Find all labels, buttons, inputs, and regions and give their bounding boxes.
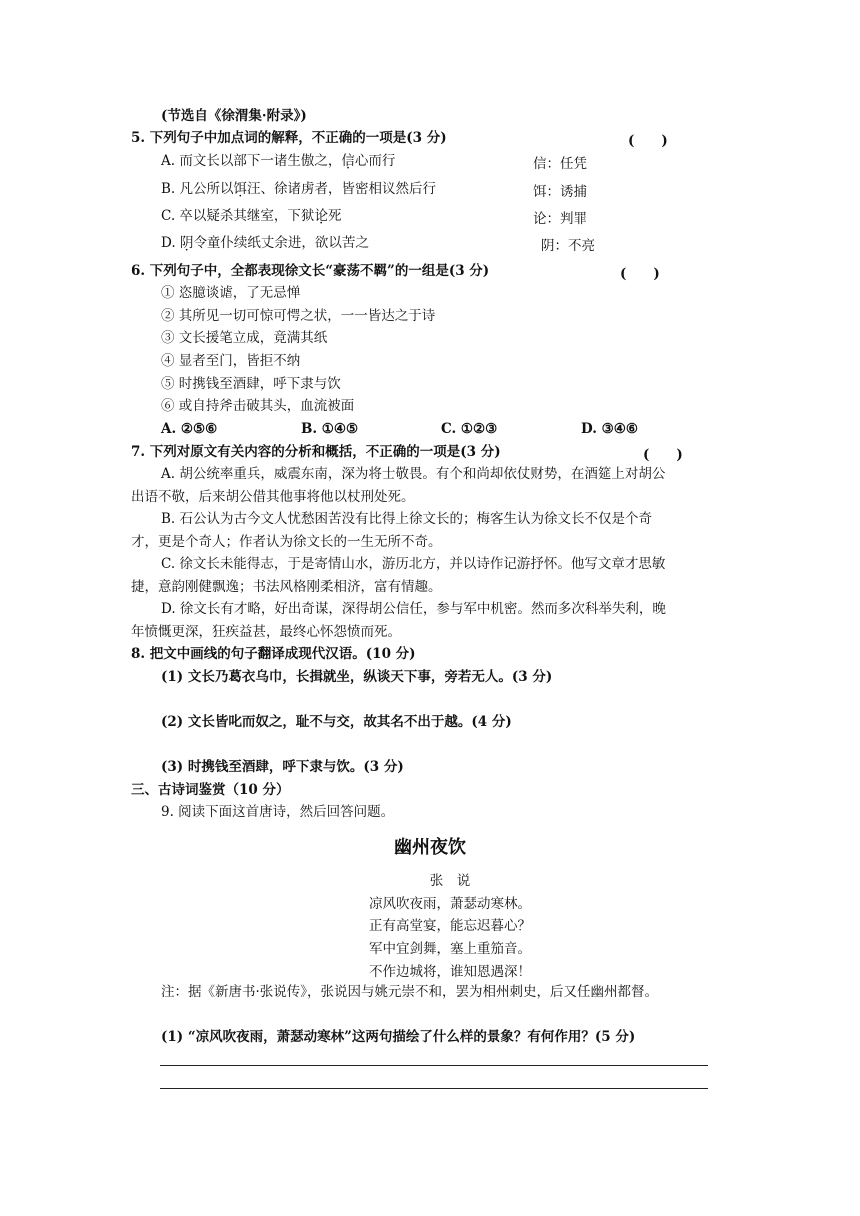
poem-line-1: 凉风吹夜雨，萧瑟动寒林。	[369, 896, 531, 912]
poem-line-3: 军中宜剑舞，塞上重笳音。	[369, 941, 531, 957]
q7-option-c-line1: C. 徐文长未能得志，于是寄情山水，游历北方，并以诗作记游抒怀。他写文章才思敏	[161, 556, 666, 572]
q7-option-b-line2: 才，更是个奇人；作者认为徐文长的一生无所不奇。	[131, 534, 442, 550]
answer-line-2[interactable]	[160, 1088, 708, 1089]
q5-option-c: C. 卒以疑杀其继室，下狱论死	[161, 208, 342, 224]
q7-answer-paren: ( )	[643, 447, 683, 463]
q9-stem: 9. 阅读下面这首唐诗，然后回答问题。	[161, 804, 395, 820]
poem-note: 注：据《新唐书·张说传》，张说因与姚元崇不和，罢为相州刺史，后又任幽州都督。	[161, 984, 659, 1000]
q6-item-1: ① 恣臆谈谑，了无忌惮	[161, 285, 301, 301]
poem-title: 幽州夜饮	[394, 837, 466, 858]
q6-choice-a: A. ②⑤⑥	[161, 421, 218, 437]
q7-option-b-line1: B. 石公认为古今文人忧愁困苦没有比得上徐文长的；梅客生认为徐文长不仅是个奇	[161, 511, 653, 527]
q5-option-d: D. 阴令童仆续纸丈余进，欲以苦之	[161, 235, 369, 251]
section-3-heading: 三、古诗词鉴赏（10 分）	[131, 782, 290, 798]
q6-item-5: ⑤ 时携钱至酒肆，呼下隶与饮	[161, 376, 341, 392]
poem-author: 张 说	[429, 873, 471, 889]
q8-item-3: (3) 时携钱至酒肆，呼下隶与饮。(3 分)	[161, 759, 404, 775]
q8-stem: 8. 把文中画线的句子翻译成现代汉语。(10 分)	[131, 646, 416, 662]
q7-option-d-line1: D. 徐文长有才略，好出奇谋，深得胡公信任，参与军中机密。然而多次科举失利，晚	[161, 601, 666, 617]
q8-item-2: (2) 文长皆叱而奴之，耻不与交，故其名不出于越。(4 分)	[161, 714, 512, 730]
q7-option-c-line2: 捷，意韵刚健飘逸；书法风格刚柔相济，富有情趣。	[131, 579, 442, 595]
source-note: (节选自《徐渭集·附录》)	[161, 108, 307, 124]
q9-1-stem: (1) “凉风吹夜雨，萧瑟动寒林”这两句描绘了什么样的景象？有何作用？(5 分)	[161, 1029, 636, 1045]
poem-line-4: 不作边城将，谁知恩遇深！	[369, 964, 531, 980]
q5-option-b: B. 凡公所以饵汪、徐诸虏者，皆密相议然后行	[161, 181, 437, 197]
answer-line-1[interactable]	[160, 1065, 708, 1066]
poem-line-2: 正有高堂宴，能忘迟暮心？	[369, 918, 531, 934]
q5-gloss-b: 饵：诱捕	[533, 184, 587, 200]
q7-option-a-line1: A. 胡公统率重兵，威震东南，深为将士敬畏。有个和尚却依仗财势，在酒筵上对胡公	[161, 466, 666, 482]
q7-option-a-line2: 出语不敬，后来胡公借其他事将他以杖刑处死。	[131, 489, 415, 505]
q6-item-6: ⑥ 或自持斧击破其头，血流被面	[161, 398, 355, 414]
q6-item-3: ③ 文长援笔立成，竟满其纸	[161, 330, 328, 346]
q5-answer-paren: ( )	[628, 133, 668, 149]
q6-stem: 6. 下列句子中，全都表现徐文长“豪荡不羁”的一组是(3 分)	[131, 263, 490, 279]
q5-gloss-d: 阴：不亮	[541, 238, 595, 254]
q5-gloss-a: 信：任凭	[533, 156, 587, 172]
q6-item-4: ④ 显者至门，皆拒不纳	[161, 353, 301, 369]
q7-option-d-line2: 年愤慨更深，狂疾益甚，最终心怀怨愤而死。	[131, 624, 401, 640]
q7-stem: 7. 下列对原文有关内容的分析和概括，不正确的一项是(3 分)	[131, 444, 501, 460]
q6-choice-c: C. ①②③	[441, 421, 498, 437]
q5-gloss-c: 论：判罪	[533, 211, 587, 227]
q8-item-1: (1) 文长乃葛衣乌巾，长揖就坐，纵谈天下事，旁若无人。(3 分)	[161, 669, 553, 685]
q5-stem: 5. 下列句子中加点词的解释，不正确的一项是(3 分)	[131, 130, 447, 146]
q6-choice-b: B. ①④⑤	[301, 421, 359, 437]
q6-choice-d: D. ③④⑥	[581, 421, 638, 437]
q6-item-2: ② 其所见一切可惊可愕之状，一一皆达之于诗	[161, 308, 436, 324]
q6-answer-paren: ( )	[620, 266, 660, 282]
q5-option-a: A. 而文长以部下一诸生傲之，信心而行	[161, 153, 396, 169]
